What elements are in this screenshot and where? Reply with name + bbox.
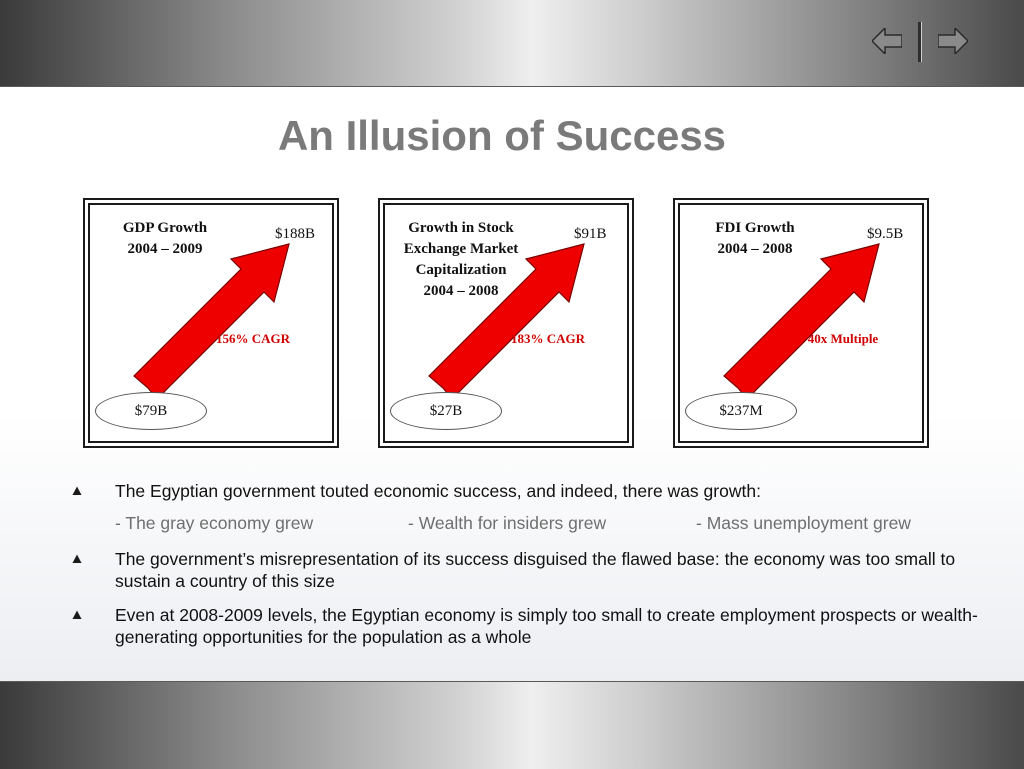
- triangle-bullet-icon: [72, 554, 82, 564]
- slide-title: An Illusion of Success: [277, 112, 727, 159]
- bullet-list: [72, 480, 992, 660]
- nav-divider: [918, 22, 921, 62]
- slide-navigation: [872, 22, 972, 62]
- start-value: $237M: [685, 392, 797, 430]
- fdi-growth-panel: [673, 198, 929, 448]
- bottom-banner: [0, 681, 1024, 769]
- triangle-bullet-icon: [72, 486, 82, 496]
- bullet-text: The government’s misrepresentation of its success disguised the flawed base: the economy was too small to sustain a country of this size: [115, 549, 956, 591]
- bullet-item: [72, 480, 992, 502]
- sub-bullet-item: - Wealth for insiders grew: [408, 513, 607, 533]
- sub-bullet-item: - Mass unemployment grew: [696, 513, 911, 533]
- sub-bullet-item: - The gray economy grew: [115, 513, 314, 533]
- growth-rate: 156% CAGR: [215, 331, 291, 346]
- start-value: $79B: [95, 392, 207, 430]
- sub-bullet-line: [72, 512, 992, 534]
- top-banner: [0, 0, 1024, 87]
- end-value: $9.5B: [867, 226, 904, 242]
- left-arrow-icon[interactable]: [872, 28, 902, 54]
- bullet-item: [72, 548, 992, 592]
- start-value: $27B: [390, 392, 502, 430]
- growth-rate: 183% CAGR: [510, 331, 586, 346]
- stock-market-panel: [378, 198, 634, 448]
- bullet-item: [72, 604, 992, 648]
- end-value: $188B: [275, 226, 316, 242]
- growth-rate: 40x Multiple: [807, 331, 879, 346]
- bullet-text: The Egyptian government touted economic success, and indeed, there was growth:: [115, 481, 761, 501]
- panel-title: FDI Growth 2004 – 2008: [715, 220, 795, 257]
- panel-title: GDP Growth 2004 – 2009: [122, 220, 208, 257]
- right-arrow-icon[interactable]: [938, 28, 968, 54]
- panel-title: Growth in Stock Exchange Market Capitalization 2004 – 2008: [403, 220, 519, 299]
- triangle-bullet-icon: [72, 610, 82, 620]
- gdp-growth-panel: [83, 198, 339, 448]
- end-value: $91B: [574, 226, 607, 242]
- bullet-text: Even at 2008-2009 levels, the Egyptian economy is simply too small to create employment prospects or wealth-generating opportunities for the population as a whole: [115, 605, 978, 647]
